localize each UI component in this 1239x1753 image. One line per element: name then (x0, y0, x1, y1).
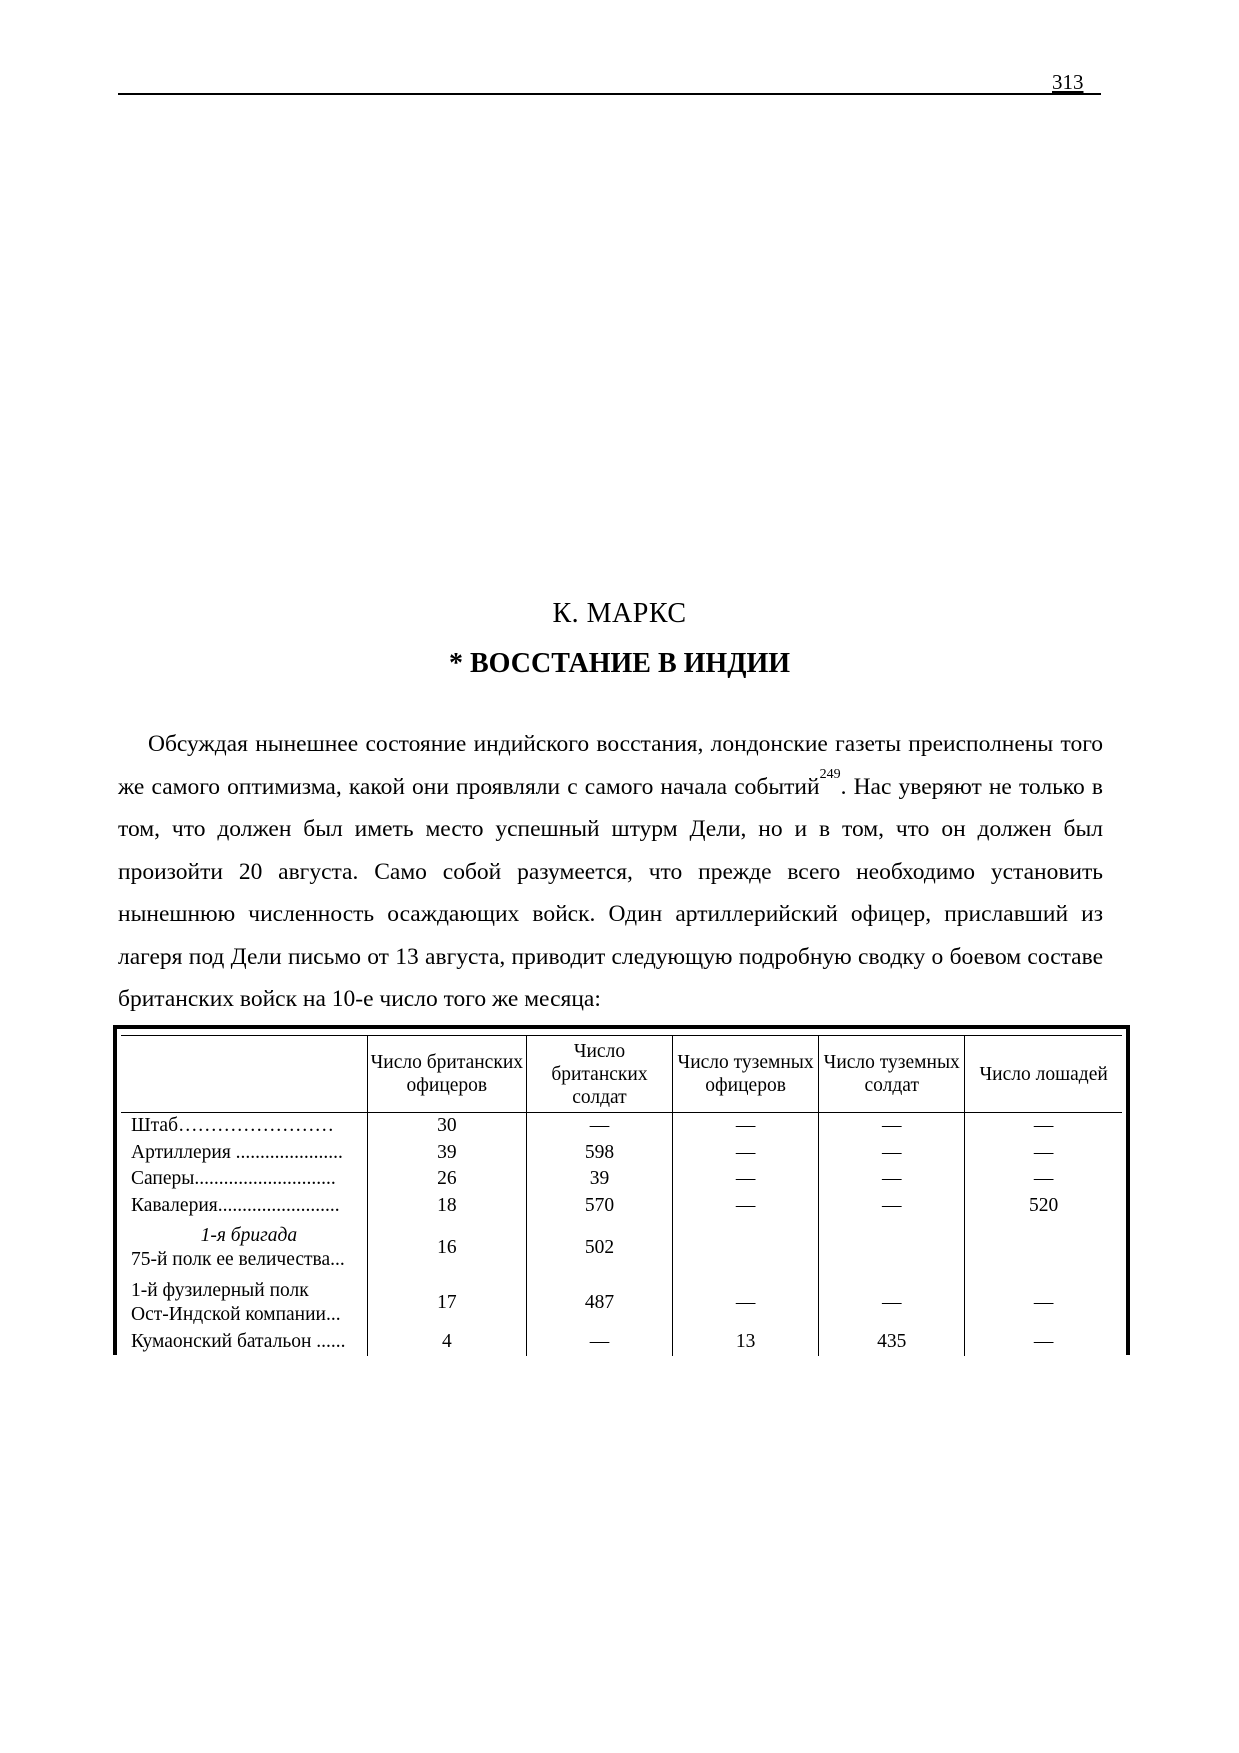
table-cell: 487 (526, 1277, 672, 1329)
table-cell: — (526, 1329, 672, 1356)
table-cell: — (673, 1140, 819, 1167)
table-cell: — (819, 1193, 965, 1220)
article-title: * ВОССТАНИЕ В ИНДИИ (448, 648, 791, 679)
brigade-subheading: 1-я бригада (200, 1225, 298, 1246)
row-label: Кавалерия......................... (131, 1194, 340, 1216)
table-cell: 39 (526, 1166, 672, 1193)
table-header-row (121, 1036, 1122, 1113)
author-name: К. МАРКС (552, 598, 687, 629)
table-row (121, 1140, 1122, 1167)
table-cell: 13 (673, 1329, 819, 1356)
table-cell: 30 (367, 1113, 526, 1140)
header-horses: Число лошадей (965, 1036, 1122, 1113)
header-cell-empty (121, 1036, 367, 1113)
row-label: Саперы............................. (131, 1168, 336, 1190)
header-rule (118, 93, 1101, 95)
table-row (121, 1113, 1122, 1140)
table-cell: — (965, 1329, 1122, 1356)
table-cell: — (965, 1140, 1122, 1167)
table-cell: — (819, 1277, 965, 1329)
row-label-line1: 1-й фузилерный полк (131, 1280, 309, 1301)
table-cell: 598 (526, 1140, 672, 1167)
table-row (121, 1219, 1122, 1277)
row-label: 75-й полк ее величества... (131, 1249, 345, 1270)
table-cell: 4 (367, 1329, 526, 1356)
table-cell: 570 (526, 1193, 672, 1220)
header-native-soldiers: Число туземных солдат (819, 1036, 965, 1113)
row-label: Штаб…………………… (131, 1115, 335, 1137)
row-label: Ост-Индской компании... (131, 1304, 341, 1325)
table-cell: — (673, 1166, 819, 1193)
table-row (121, 1329, 1122, 1356)
body-paragraph (118, 723, 1103, 1021)
table-cell: 435 (819, 1329, 965, 1356)
row-label: Артиллерия ...................... (131, 1141, 343, 1163)
table-cell (965, 1219, 1122, 1277)
table-row (121, 1166, 1122, 1193)
table-cell: — (673, 1113, 819, 1140)
table-cell: — (526, 1113, 672, 1140)
table-cell: 18 (367, 1193, 526, 1220)
header-british-soldiers: Число британских солдат (526, 1036, 672, 1113)
table-cell: — (965, 1166, 1122, 1193)
table-cell: 26 (367, 1166, 526, 1193)
table-cell: — (819, 1113, 965, 1140)
table-cell: — (819, 1166, 965, 1193)
table-cell: 520 (965, 1193, 1122, 1220)
paragraph-text-2: . Нас уверяют не только в том, что должен был иметь место успешный штурм Дели, но и в том, что он должен был произойти 20 августа. Само собой разумеется, что прежде всего необходимо установить нынешнюю численность осаждающих войск. Один артиллерийский офицер, приславший из лагеря под Дели письмо от 13 августа, приводит следующую подробную сводку о боевом составе британских войск на 10-е число того же месяца: (118, 773, 1103, 1012)
table-cell: — (819, 1140, 965, 1167)
troops-table-frame (113, 1025, 1130, 1355)
table-cell: — (965, 1113, 1122, 1140)
table-cell: 17 (367, 1277, 526, 1329)
row-label-group (121, 1277, 367, 1329)
table-cell: 16 (367, 1219, 526, 1277)
table-cell (673, 1219, 819, 1277)
paragraph-text-1: Обсуждая нынешнее состояние индийского восстания, лондонские газеты преисполнены того же самого оптимизма, какой они проявляли с самого начала событий (118, 731, 1103, 800)
table-row (121, 1193, 1122, 1220)
row-label-group (121, 1219, 367, 1277)
table-cell: — (673, 1193, 819, 1220)
footnote-reference: 249 (819, 766, 841, 782)
table-row (121, 1277, 1122, 1329)
table-cell: — (965, 1277, 1122, 1329)
row-label: Кумаонский батальон ...... (131, 1331, 346, 1353)
header-british-officers: Число британских офицеров (367, 1036, 526, 1113)
troops-table (121, 1035, 1122, 1356)
page-number: 313 (1052, 70, 1084, 94)
table-cell: — (673, 1277, 819, 1329)
table-cell: 39 (367, 1140, 526, 1167)
header-native-officers: Число туземных офицеров (673, 1036, 819, 1113)
table-cell: 502 (526, 1219, 672, 1277)
table-cell (819, 1219, 965, 1277)
